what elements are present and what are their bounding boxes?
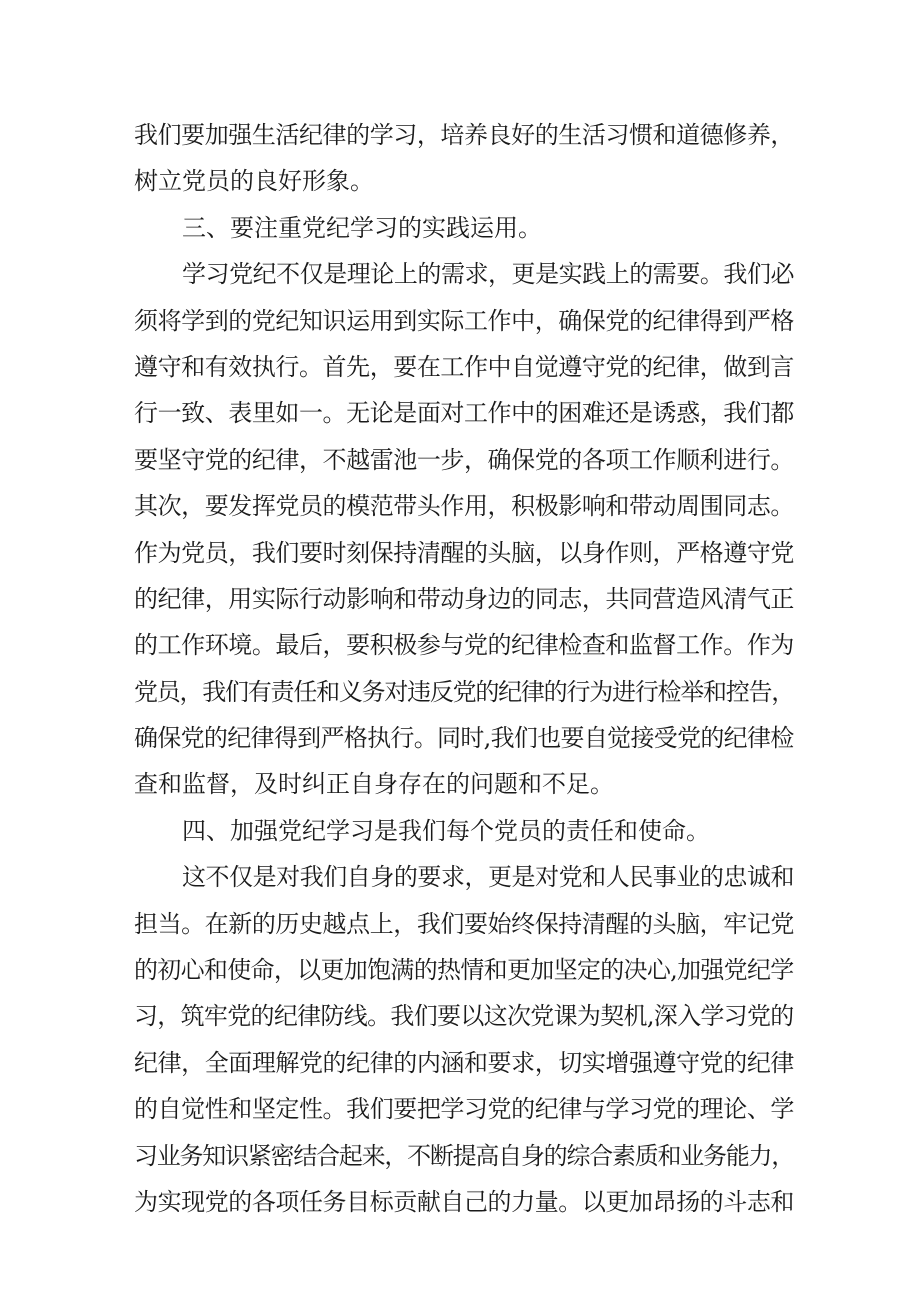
text-line: 我们要加强生活纪律的学习，培养良好的生活习惯和道德修养，	[134, 121, 794, 149]
document-page	[134, 112, 794, 1225]
text-line: 查和监督，及时纠正自身存在的问题和不足。	[134, 770, 614, 799]
text-line: 树立党员的良好形象。	[134, 167, 374, 196]
text-line: 为实现党的各项任务目标贡献自己的力量。以更加昂扬的斗志和	[134, 1187, 794, 1216]
text-line: 的工作环境。最后，要积极参与党的纪律检查和监督工作。作为	[134, 631, 794, 660]
text-line: 这不仅是对我们自身的要求，更是对党和人民事业的忠诚和	[182, 863, 795, 892]
text-line: 纪律，全面理解党的纪律的内涵和要求，切实增强遵守党的纪律	[134, 1048, 794, 1077]
text-line: 的纪律，用实际行动影响和带动身边的同志，共同营造风清气正	[134, 584, 794, 613]
document-body	[134, 112, 794, 1225]
text-line: 三、要注重党纪学习的实践运用。	[182, 213, 542, 242]
text-line: 的初心和使命，以更加饱满的热情和更加坚定的决心,加强党纪学	[134, 956, 794, 985]
text-line: 党员，我们有责任和义务对违反党的纪律的行为进行检举和控告，	[134, 677, 795, 706]
text-line: 要坚守党的纪律，不越雷池一步，确保党的各项工作顺利进行。	[134, 445, 794, 474]
text-line: 遵守和有效执行。首先，要在工作中自觉遵守党的纪律，做到言	[134, 352, 794, 381]
text-line: 作为党员，我们要时刻保持清醒的头脑，以身作则，严格遵守党	[134, 538, 794, 567]
text-line: 确保党的纪律得到严格执行。同时,我们也要自觉接受党的纪律检	[134, 724, 794, 753]
text-line: 习，筑牢党的纪律防线。我们要以这次党课为契机,深入学习党的	[134, 1002, 794, 1031]
text-line: 学习党纪不仅是理论上的需求，更是实践上的需要。我们必	[182, 260, 795, 289]
text-line: 担当。在新的历史越点上，我们要始终保持清醒的头脑，牢记党	[134, 909, 794, 938]
text-line: 其次，要发挥党员的模范带头作用，积极影响和带动周围同志。	[134, 492, 794, 521]
text-line: 行一致、表里如一。无论是面对工作中的困难还是诱惑，我们都	[134, 399, 794, 428]
text-line: 须将学到的党纪知识运用到实际工作中，确保党的纪律得到严格	[134, 306, 794, 335]
text-line: 习业务知识紧密结合起来，不断提高自身的综合素质和业务能力，	[134, 1141, 795, 1170]
text-line: 四、加强党纪学习是我们每个党员的责任和使命。	[182, 816, 710, 845]
text-line: 的自觉性和坚定性。我们要把学习党的纪律与学习党的理论、学	[134, 1095, 794, 1124]
